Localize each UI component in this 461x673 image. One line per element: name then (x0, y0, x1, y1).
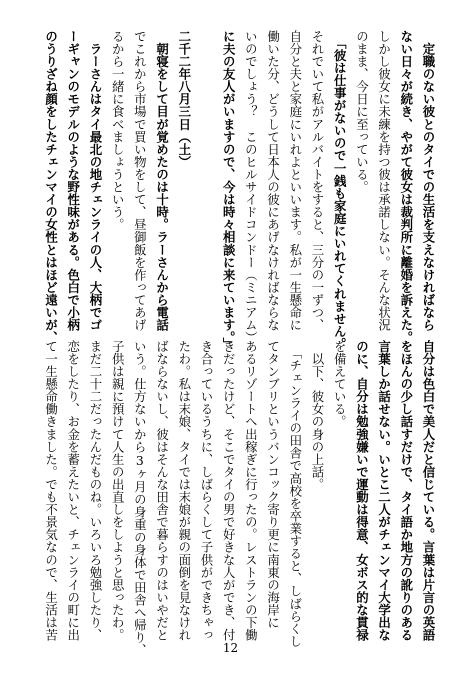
text-line: いう。仕方ないから3ヶ月の身重の身体で田舎へ帰り、 (132, 340, 148, 657)
text-line: たわ。私は末娘、タイでは末娘が親の面倒を見なけれ (176, 340, 192, 642)
text-line: 言葉しか話せない。いとこ二人がチェンマイ大学出な (376, 340, 392, 642)
text-line: 恋をしたり、お金を蓄えたいと、チェンライの町に出 (65, 340, 81, 642)
text-line: て一生懸命働きました。でも不景気なので、生活は苦 (43, 340, 59, 642)
text-line: あるリゾートへ出稼ぎに行ったの。レストランの下働 (243, 340, 259, 642)
text-line: をほんの少し話すだけで、タイ語か地方の訛りのある (398, 340, 414, 642)
text-line (195, 30, 217, 338)
text-line: 二千二年八月三日（土） (176, 30, 192, 169)
text-line: 「彼は仕事がないので一銭も家庭にいれてくれません。 (332, 30, 348, 351)
text-line: るから一緒に食べましょうという。 (110, 30, 126, 231)
text-line: まだ二十二だったんだものね。いろいろ勉強したり、 (87, 340, 103, 642)
text-line: のに、自分は勉強嫌いで運動は得意、女ボス的な貫禄 (354, 340, 370, 642)
text-line: きだったけど、そこでタイの男で好きな人ができ、付 (221, 340, 237, 642)
text-line: 働いた分、どうして日本人の彼にあげなければならな (265, 30, 281, 332)
text-line: 「チェンライの田舎で高校を卒業すると、しばらくし (287, 340, 303, 648)
text-line: ばならないし、彼はそんな田舎で暮らすのはいやだと (154, 340, 170, 642)
text-line: 自分と夫と家庭にいれよといいます。私が一生懸命に (287, 30, 303, 332)
text-line: 子供は親に預けて人生の出直しをしようと思ったわ。 (110, 340, 126, 642)
page-number: 12 (222, 641, 239, 655)
text-line: に夫の友人がいますので、今は時々相談に来ています。」 (221, 30, 237, 351)
text-line: てタンブリというバンコック寄り更に南東の海岸に (265, 340, 281, 629)
text-line: 自分は色白で美人だと信じている。言葉は片言の英語 (421, 340, 436, 642)
text-line: ーギャンのモデルのような野性味がある。色白で小柄 (65, 30, 81, 332)
text-line: いのでしょう？ このヒルサイドコンドー（ミニアム） (243, 30, 259, 344)
text-line: き合っているうちに、しばらくして子供ができちゃっ (198, 340, 214, 642)
text-line: 定職のない彼とのタイでの生活を支えなければなら (421, 30, 436, 332)
text-line: のうりざね顔をしたチェンマイの女性とはほど遠いが、 (43, 30, 59, 344)
top-text-block (19, 30, 439, 351)
text-line: を備えている。 (332, 340, 348, 428)
text-line: それでいて私がアルバイトをすると、三分の一ずつ、 (309, 30, 325, 332)
text-line: 朝寝をして目が覚めたのは十時。ラーさんから電話 (154, 30, 170, 332)
text-line: 以下、彼女の身の上話。 (309, 340, 325, 491)
text-line: ない日々が続き、やがて彼女は裁判所に離婚を訴えた。 (398, 30, 414, 344)
text-line: しかし彼女に未練を持つ彼は承諾しない。そんな状況 (376, 30, 392, 332)
text-line: でこれから市場で買い物をして、昼御飯を作ってあげ (132, 30, 148, 332)
text-line: ラーさんはタイ最北の地チェンライの人、大柄でゴ (87, 30, 103, 332)
text-line: のまま、今日に至っている。 (354, 30, 370, 194)
